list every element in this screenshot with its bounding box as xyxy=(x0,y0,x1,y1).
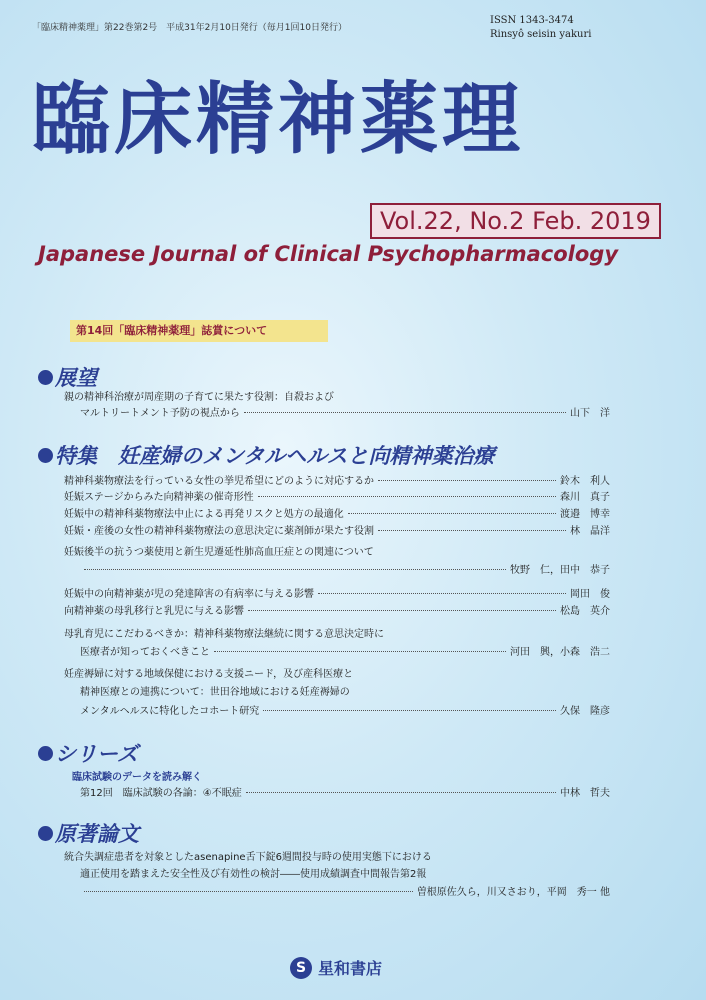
bullet-icon xyxy=(38,448,53,463)
issue-info: 「臨床精神薬理」第22巻第2号 平成31年2月10日発行（毎月1回10日発行） xyxy=(32,23,347,33)
romaji-title: Rinsyô seisin yakuri xyxy=(490,29,592,40)
dot-leader xyxy=(378,530,566,531)
toc-row xyxy=(80,885,610,900)
toc-row: 第12回 臨床試験の各論：④不眠症 中林 哲夫 xyxy=(80,788,610,799)
english-title: Japanese Journal of Clinical Psychopharmacology xyxy=(38,242,619,266)
bullet-icon xyxy=(38,826,53,841)
bullet-icon xyxy=(38,746,53,761)
article-title: 妊産褥婦に対する地域保健における支援ニード，及び産科医療と xyxy=(64,669,354,680)
volume-badge: Vol.22, No.2 Feb. 2019 xyxy=(370,203,661,239)
dot-leader xyxy=(246,792,556,793)
journal-title: 臨床精神薬理 xyxy=(32,75,525,165)
section-heading: 特集 妊産婦のメンタルヘルスと向精神薬治療 xyxy=(55,444,495,468)
toc-row: メンタルヘルスに特化したコホート研究 久保 隆彦 xyxy=(80,706,610,717)
author: 岡田 俊 xyxy=(570,589,610,600)
author: 中林 哲夫 xyxy=(560,788,610,799)
section-original xyxy=(38,818,139,848)
toc-row: マルトリートメント予防の視点から 山下 洋 xyxy=(80,408,610,419)
dot-leader xyxy=(84,891,413,892)
dot-leader xyxy=(248,610,556,611)
article-title-cont: 精神医療との連携について：世田谷地域における妊産褥婦の xyxy=(80,687,350,698)
toc-row: 精神科薬物療法を行っている女性の挙児希望にどのように対応するか 鈴木 利人 xyxy=(64,476,610,487)
article-title: 母乳育児にこだわるべきか：精神科薬物療法継続に関する意思決定時に xyxy=(64,629,384,640)
toc-row: 妊娠中の向精神薬が児の発達障害の有病率に与える影響 岡田 俊 xyxy=(64,589,610,600)
toc-row: 妊娠中の精神科薬物療法中止による再発リスクと処方の最適化 渡邉 博幸 xyxy=(64,509,610,520)
award-notice: 第14回「臨床精神薬理」誌賞について xyxy=(70,320,328,342)
author: 曽根原佐久ら，川又さおり，平岡 秀一 他 xyxy=(416,887,610,898)
dot-leader xyxy=(244,412,566,413)
toc-row xyxy=(80,563,610,578)
dot-leader xyxy=(258,496,556,497)
author: 林 晶洋 xyxy=(570,526,610,537)
dot-leader xyxy=(84,569,506,570)
author: 山下 洋 xyxy=(570,408,610,419)
toc-row: 医療者が知っておくべきこと 河田 興，小森 浩二 xyxy=(80,647,610,658)
author: 河田 興，小森 浩二 xyxy=(510,647,610,658)
toc-row: 向精神薬の母乳移行と乳児に与える影響 松島 英介 xyxy=(64,606,610,617)
author: 久保 隆彦 xyxy=(560,706,610,717)
toc-row: 妊娠ステージからみた向精神薬の催奇形性 森川 真子 xyxy=(64,492,610,503)
dot-leader xyxy=(318,593,566,594)
dot-leader xyxy=(263,710,556,711)
author: 森川 真子 xyxy=(560,492,610,503)
series-subtitle: 臨床試験のデータを読み解く xyxy=(72,772,202,783)
publisher-logo-icon: S xyxy=(290,957,312,979)
bullet-icon xyxy=(38,370,53,385)
author: 松島 英介 xyxy=(560,606,610,617)
section-tokushu xyxy=(38,440,495,470)
article-title-cont: 適正使用を踏まえた安全性及び有効性の検討――使用成績調査中間報告第2報 xyxy=(80,869,427,880)
article-title: 親の精神科治療が周産期の子育てに果たす役割：自殺および xyxy=(64,392,334,403)
article-title: 妊娠後半の抗うつ薬使用と新生児遷延性肺高血圧症との関連について xyxy=(64,547,374,558)
dot-leader xyxy=(348,513,556,514)
section-heading: 展望 xyxy=(55,366,97,390)
section-series xyxy=(38,738,138,768)
author: 渡邉 博幸 xyxy=(560,509,610,520)
section-tenbo xyxy=(38,362,97,392)
article-title: 統合失調症患者を対象としたasenapine舌下錠6週間投与時の使用実態下における xyxy=(64,852,432,863)
author: 鈴木 利人 xyxy=(560,476,610,487)
author: 牧野 仁，田中 恭子 xyxy=(510,565,610,576)
publisher-name: 星和書店 xyxy=(318,959,383,978)
dot-leader xyxy=(378,480,556,481)
issn-number: ISSN 1343-3474 xyxy=(490,15,574,26)
section-heading: シリーズ xyxy=(55,742,138,766)
section-heading: 原著論文 xyxy=(55,822,139,846)
publisher xyxy=(290,956,382,979)
issn-block xyxy=(490,14,591,42)
dot-leader xyxy=(214,651,506,652)
toc-row: 妊娠・産後の女性の精神科薬物療法の意思決定に薬剤師が果たす役割 林 晶洋 xyxy=(64,526,610,537)
